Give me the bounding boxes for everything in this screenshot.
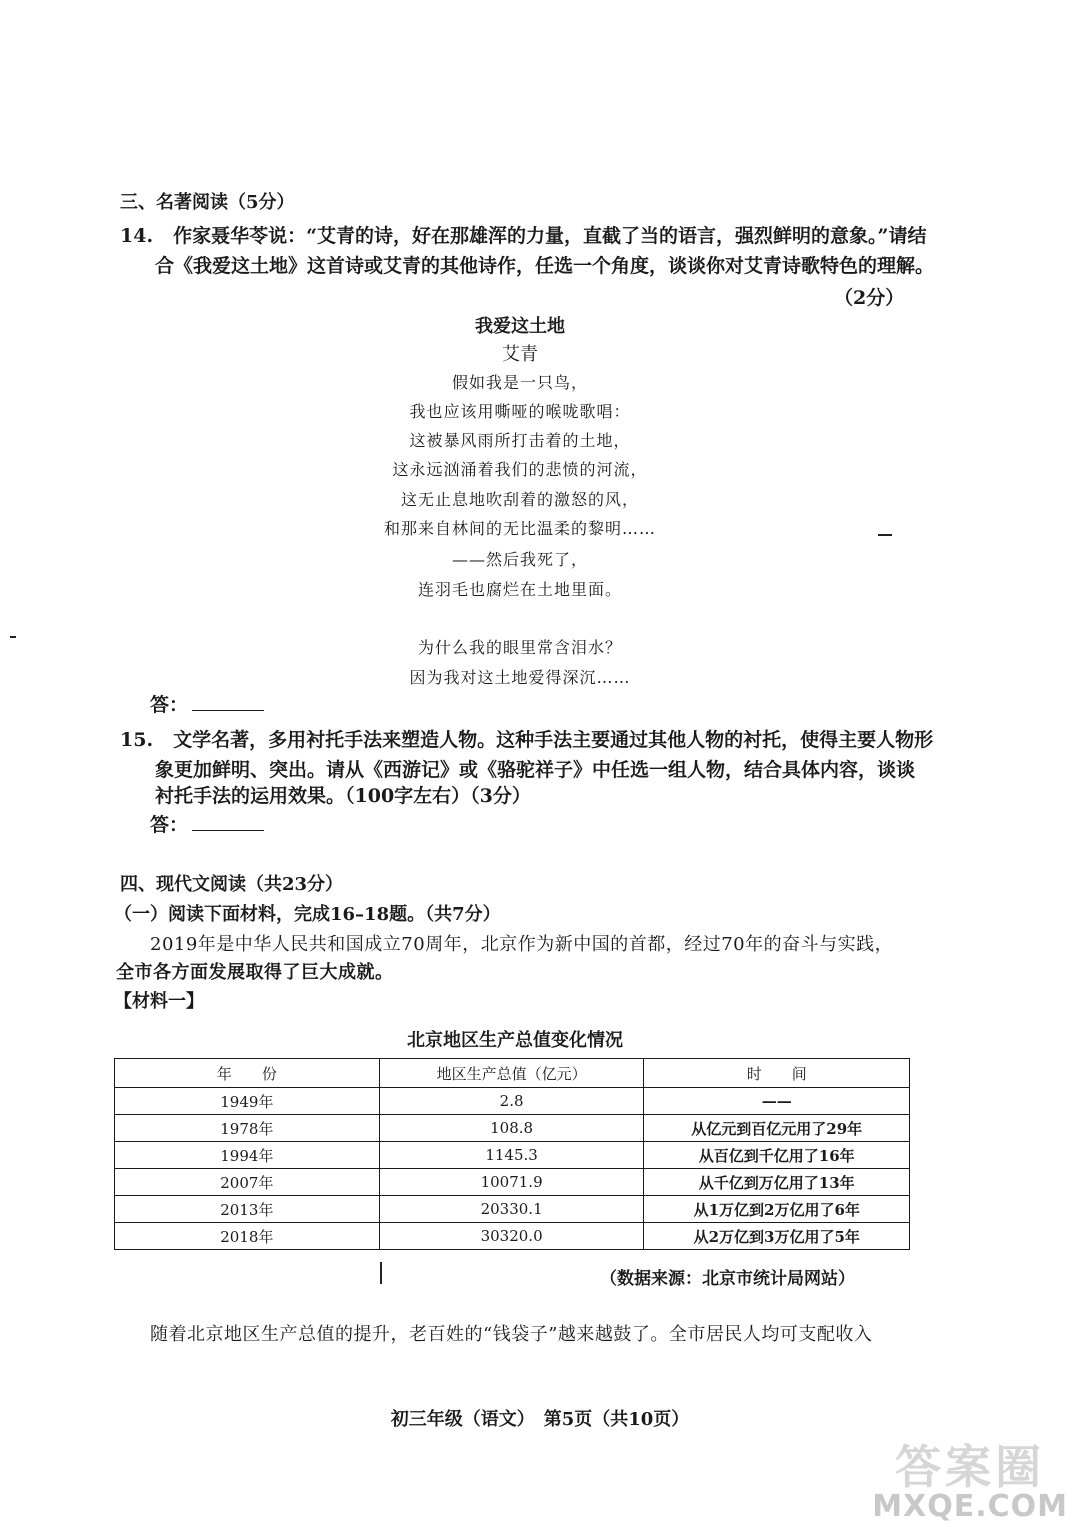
closing-paragraph: 随着北京地区生产总值的提升，老百姓的“钱袋子”越来越鼓了。全市居民人均可支配收入 [150,1324,873,1345]
cell-value: 2.8 [379,1088,644,1115]
scan-mark [10,636,16,638]
data-source: （数据来源：北京市统计局网站） [600,1269,855,1289]
poem-line: 这无止息地吹刮着的激怒的风， [400,490,639,509]
poem-author: 艾青 [502,344,538,365]
q14-line1 [120,222,926,250]
q15-line2: 象更加鲜明、突出。请从《西游记》或《骆驼祥子》中任选一组人物，结合具体内容，谈谈 [155,759,916,781]
header-year: 年 份 [115,1059,380,1088]
watermark-text-en: MXQE.COM [872,1489,1068,1524]
intro-line1: 2019年是中华人民共和国成立70周年，北京作为新中国的首都，经过70年的奋斗与实践， [150,934,894,955]
header-time: 时 间 [644,1059,910,1088]
table-row [115,1223,910,1250]
q15-line3: 衬托手法的运用效果。（100字左右）（3分） [155,785,531,807]
q14-answer-line[interactable] [150,690,264,717]
cell-value: 108.8 [379,1115,644,1142]
header-value: 地区生产总值（亿元） [379,1059,644,1088]
scan-mark [380,1262,382,1284]
poem-line: 这被暴风雨所打击着的土地， [409,431,631,450]
poem-line: 因为我对这土地爱得深沉…… [409,668,631,687]
cell-time: 从亿元到百亿元用了29年 [644,1115,910,1142]
answer-label: 答： [150,814,189,836]
poem-title: 我爱这土地 [475,316,565,337]
poem-line: 这永远汹涌着我们的悲愤的河流， [392,460,648,479]
q15-text-line1: 文学名著，多用衬托手法来塑造人物。这种手法主要通过其他人物的衬托，使得主要人物形 [173,729,934,751]
table-row [115,1169,910,1196]
cell-year: 2013年 [115,1196,380,1223]
section-3-title: 三、名著阅读（5分） [120,192,295,213]
cell-year: 1949年 [115,1088,380,1115]
cell-time: 从千亿到万亿用了13年 [644,1169,910,1196]
poem-line: 假如我是一只鸟， [451,373,588,392]
q14-score: （2分） [834,287,905,309]
poem-line: 和那来自林间的无比温柔的黎明…… [383,519,656,538]
poem-line: 连羽毛也腐烂在土地里面。 [417,580,622,599]
section-4-sub1: （一）阅读下面材料，完成16–18题。（共7分） [114,904,501,925]
table-title: 北京地区生产总值变化情况 [407,1030,623,1051]
cell-time: —— [644,1088,910,1115]
table-row [115,1115,910,1142]
q15-line1 [120,726,933,754]
cell-value: 30320.0 [379,1223,644,1250]
cell-time: 从2万亿到3万亿用了5年 [644,1223,910,1250]
table-header-row [115,1059,910,1088]
table-row [115,1196,910,1223]
table-row [115,1088,910,1115]
table-row [115,1142,910,1169]
gdp-table [114,1058,910,1250]
q14-text-line1: 作家聂华苓说：“艾青的诗，好在那雄浑的力量，直截了当的语言，强烈鲜明的意象。”请结 [173,225,927,247]
q14-line2: 合《我爱这土地》这首诗或艾青的其他诗作，任选一个角度，谈谈你对艾青诗歌特色的理解。 [155,255,935,277]
cell-value: 10071.9 [379,1169,644,1196]
cell-year: 1994年 [115,1142,380,1169]
q15-answer-line[interactable] [150,810,264,837]
answer-label: 答： [150,694,189,716]
cell-value: 20330.1 [379,1196,644,1223]
cell-year: 2018年 [115,1223,380,1250]
poem-line: ——然后我死了， [451,550,588,569]
watermark-logo [872,1440,1068,1524]
cell-value: 1145.3 [379,1142,644,1169]
cell-time: 从1万亿到2万亿用了6年 [644,1196,910,1223]
poem-line: 为什么我的眼里常含泪水？ [417,638,622,657]
cell-year: 1978年 [115,1115,380,1142]
cell-time: 从百亿到千亿用了16年 [644,1142,910,1169]
watermark-text-cn: 答案圈 [895,1440,1046,1494]
intro-line2: 全市各方面发展取得了巨大成就。 [116,962,394,983]
material-one-label: 【材料一】 [114,991,204,1012]
scan-mark [878,534,892,536]
answer-blank[interactable] [192,814,264,831]
answer-blank[interactable] [192,694,264,711]
page-footer: 初三年级（语文） 第5页（共10页） [390,1409,690,1430]
section-4-title: 四、现代文阅读（共23分） [120,874,344,895]
q14-number: 14. [120,225,154,247]
poem-line: 我也应该用嘶哑的喉咙歌唱： [409,402,631,421]
cell-year: 2007年 [115,1169,380,1196]
q15-number: 15. [120,729,154,751]
